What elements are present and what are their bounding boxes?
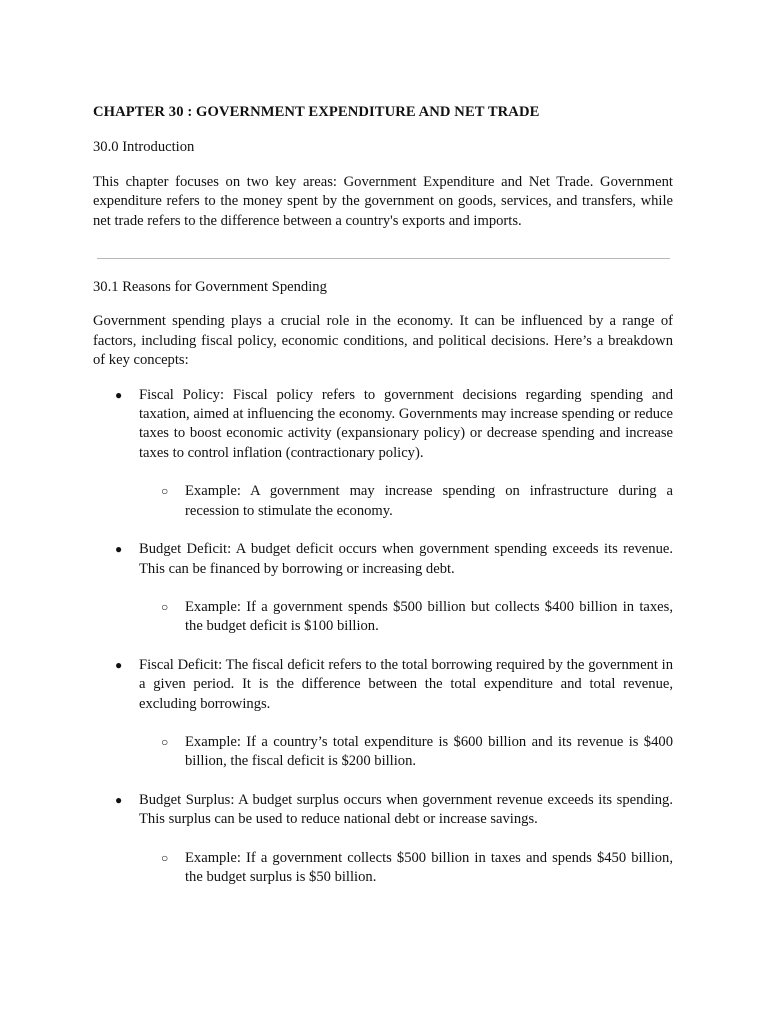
sub-list (139, 598, 673, 637)
section-heading-reasons: 30.1 Reasons for Government Spending (93, 279, 327, 296)
introduction-paragraph: This chapter focuses on two key areas: Government Expenditure and Net Trade. Government expenditure refers to the money spent by the government on goods, services, and transfers, while net trade refers to the difference between a country's exports and imports. (93, 173, 673, 229)
sub-list-item-example (139, 482, 673, 521)
list-item-fiscal-policy (93, 386, 673, 521)
sub-list (139, 733, 673, 772)
list-item-text: Fiscal Deficit: The fiscal deficit refers to the total borrowing required by the government in a given period. It is the difference between the total expenditure and total revenue, excluding borrowings. (139, 656, 673, 712)
bullet-icon: ● (115, 542, 123, 557)
hollow-bullet-icon: ○ (161, 734, 169, 749)
list-item-budget-surplus (93, 791, 673, 888)
section-heading-introduction: 30.0 Introduction (93, 139, 195, 156)
hollow-bullet-icon: ○ (161, 599, 169, 614)
bullet-icon: ● (115, 387, 123, 402)
key-concepts-list (93, 386, 673, 888)
bullet-icon: ● (115, 657, 123, 672)
example-text: Example: If a country’s total expenditure is $600 billion and its revenue is $400 billion, the fiscal deficit is $200 billion. (185, 733, 673, 770)
hollow-bullet-icon: ○ (161, 850, 169, 865)
sub-list-item-example (139, 849, 673, 888)
sub-list (139, 849, 673, 888)
sub-list-item-example (139, 598, 673, 637)
example-text: Example: If a government collects $500 billion in taxes and spends $450 billion, the budget surplus is $50 billion. (185, 849, 673, 885)
list-item-fiscal-deficit (93, 656, 673, 772)
document-page (93, 103, 673, 906)
reasons-paragraph: Government spending plays a crucial role in the economy. It can be influenced by a range of factors, including fiscal policy, economic conditions, and political decisions. Here’s a breakdown of key concepts: (93, 313, 673, 369)
hollow-bullet-icon: ○ (161, 484, 169, 499)
list-item-text: Fiscal Policy: Fiscal policy refers to government decisions regarding spending and taxation, aimed at influencing the economy. Governments may increase spending or reduce taxes to boost economic activity (expansionary policy) or decrease spending and increase taxes to control inflation (contractionary policy). (139, 386, 673, 461)
sub-list-item-example (139, 733, 673, 772)
list-item-text: Budget Deficit: A budget deficit occurs when government spending exceeds its revenue. This can be financed by borrowing or increasing debt. (139, 541, 673, 577)
example-text: Example: If a government spends $500 billion but collects $400 billion in taxes, the budget deficit is $100 billion. (185, 598, 673, 635)
example-text: Example: A government may increase spending on infrastructure during a recession to stimulate the economy. (185, 483, 673, 519)
list-item-budget-deficit (93, 540, 673, 637)
bullet-icon: ● (115, 792, 123, 807)
sub-list (139, 482, 673, 521)
list-item-text: Budget Surplus: A budget surplus occurs when government revenue exceeds its spending. This surplus can be used to reduce national debt or increase savings. (139, 791, 673, 828)
chapter-title: CHAPTER 30 : GOVERNMENT EXPENDITURE AND NET TRADE (93, 104, 540, 120)
horizontal-divider (97, 258, 670, 259)
